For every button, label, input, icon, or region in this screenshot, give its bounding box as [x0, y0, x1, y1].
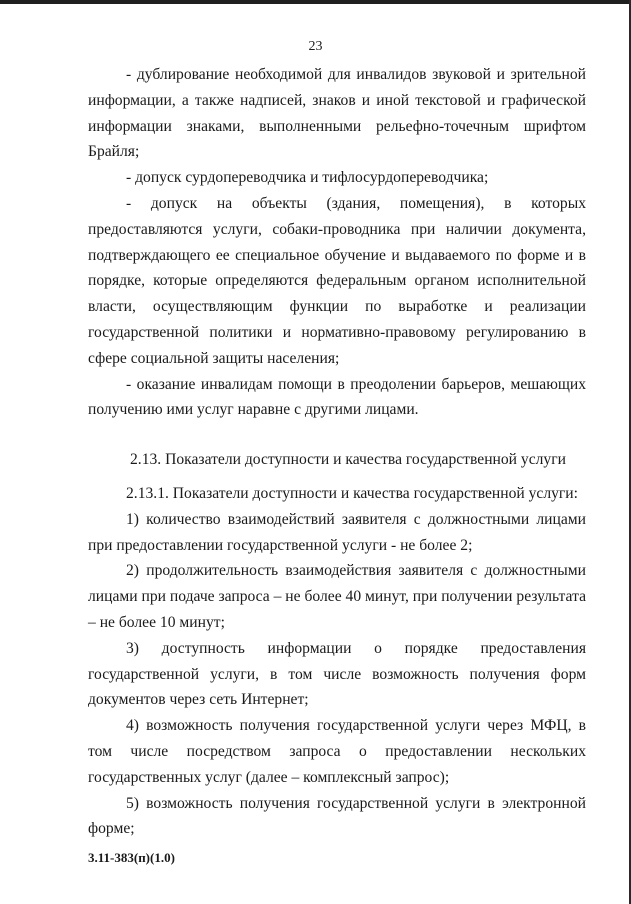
list-item-1: 1) количество взаимодействий заявителя с должностными лицами при предоставлении государственной услуги - не более 2; — [88, 510, 586, 554]
list-item-3: 3) доступность информации о порядке предоставления государственной услуги, в том числе возможность получения форм документов через сеть Интернет; — [88, 639, 586, 709]
list-item-5: 5) возможность получения государственной услуги в электронной форме; — [88, 794, 586, 838]
list-item-2: 2) продолжительность взаимодействия заявителя с должностными лицами при подаче запроса – не более 40 минут, при получении результата – не более 10 минут; — [88, 562, 587, 631]
paragraph-sign-interpreter: - допуск сурдопереводчика и тифлосурдопереводчика; — [126, 169, 489, 187]
scan-edge-top — [0, 0, 631, 4]
paragraph-braille-duplication: - дублирование необходимой для инвалидов звуковой и зрительной информации, а также надписей, знаков и иной текстовой и графической информации знаками, выполненными рельефно-точечным шрифтом Брайля; — [88, 66, 586, 161]
spacer — [88, 423, 586, 447]
document-body — [88, 62, 586, 842]
section-heading: 2.13. Показатели доступности и качества государственной услуги — [130, 451, 566, 469]
spacer — [88, 473, 586, 481]
subsection-heading: 2.13.1. Показатели доступности и качества государственной услуги: — [126, 484, 578, 502]
paragraph-guide-dog: - допуск на объекты (здания, помещения), в которых предоставляются услуги, собаки-проводника при наличии документа, подтверждающего ее специальное обучение и выдаваемого по форме и в порядке, которые определяются федеральным органом исполнительной власти, осуществляющим функции по выработке и реализации государственной политики и нормативно-правовому регулированию в сфере социальной защиты населения; — [88, 194, 586, 367]
paragraph-barrier-assistance: - оказание инвалидам помощи в преодолении барьеров, мешающих получению ими услуг наравне с другими лицами. — [88, 375, 586, 419]
page-number: 23 — [308, 39, 323, 54]
list-item-4: 4) возможность получения государственной услуги через МФЦ, в том числе посредством запроса о предоставлении нескольких государственных услуг (далее – комплексный запрос); — [88, 717, 586, 786]
document-code: 3.11-383(п)(1.0) — [88, 850, 175, 865]
